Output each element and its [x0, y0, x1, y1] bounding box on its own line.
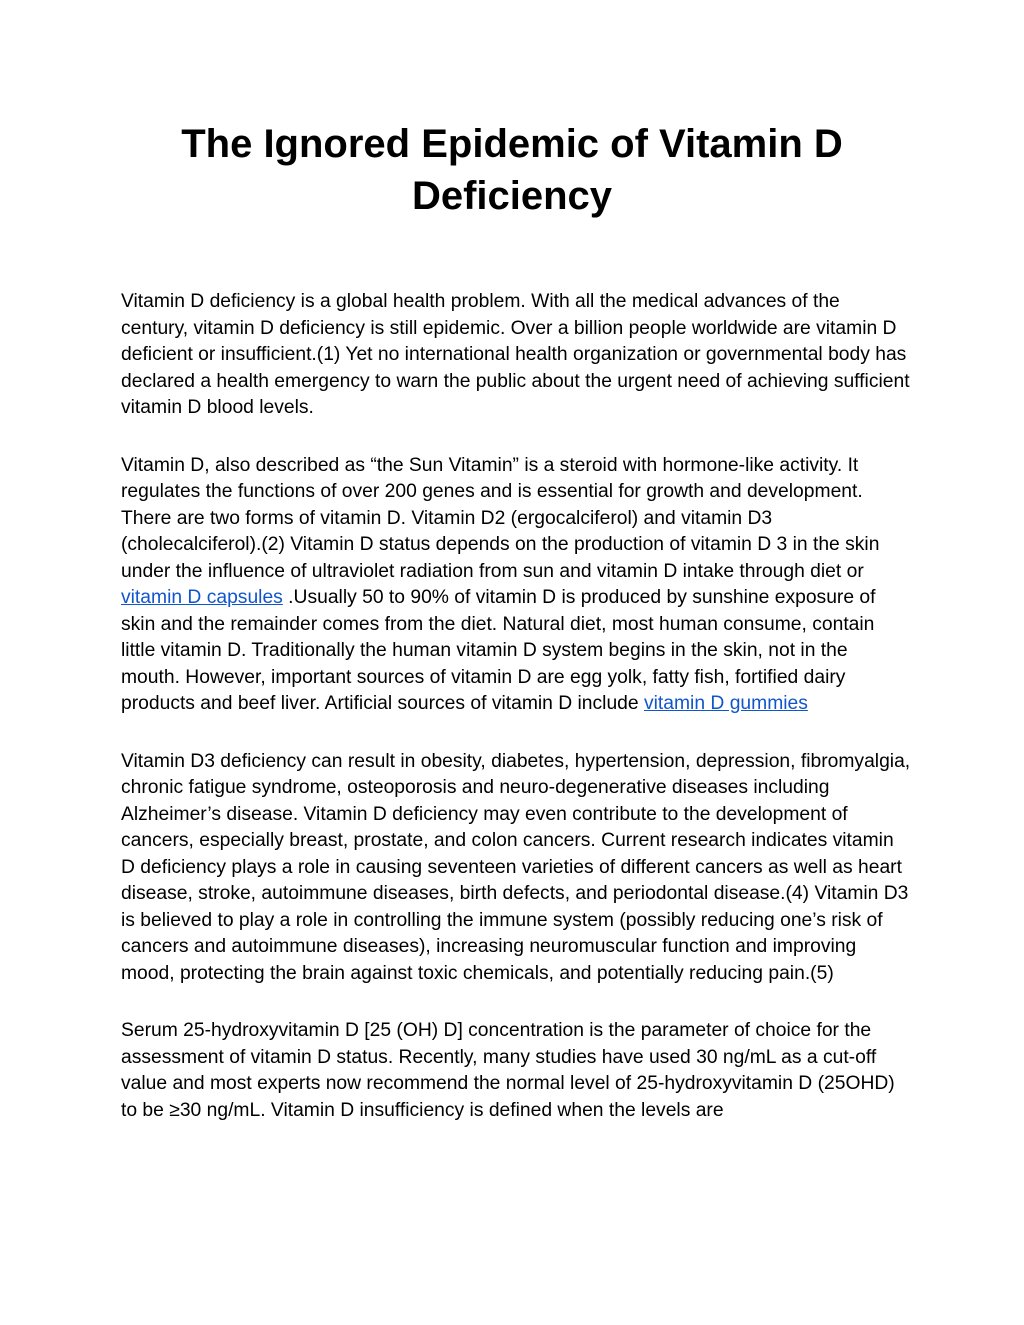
- paragraph-1: Vitamin D deficiency is a global health problem. With all the medical advances of the century, vitamin D deficiency is still epidemic. Over a billion people worldwide are vitamin D deficient or insufficient.(1) Yet no international health organization or governmental body has declared a health emergency to warn the public about the urgent need of achieving sufficient vitamin D blood levels.: [121, 291, 910, 418]
- paragraph-2-text-a: Vitamin D, also described as “the Sun Vitamin” is a steroid with hormone-like activity. It regulates the functions of over 200 genes and is essential for growth and development. There are two forms of vitamin D. Vitamin D2 (ergocalciferol) and vitamin D3 (cholecalciferol).(2) Vitamin D status depends on the production of vitamin D 3 in the skin under the influence of ultraviolet radiation from sun and vitamin D intake through diet or: [121, 454, 880, 582]
- paragraph-2: [121, 453, 911, 718]
- paragraph-4: Serum 25-hydroxyvitamin D [25 (OH) D] concentration is the parameter of choice for the assessment of vitamin D status. Recently, many studies have used 30 ng/mL as a cut-off value and most experts now recommend the normal level of 25-hydroxyvitamin D (25OHD) to be ≥30 ng/mL. Vitamin D insufficiency is defined when the levels are: [121, 1020, 895, 1121]
- paragraph-2-text-b: .Usually 50 to 90% of vitamin D is produced by sunshine exposure of skin and the remainder comes from the diet. Natural diet, most human consume, contain little vitamin D. Traditionally the human vitamin D system begins in the skin, not in the mouth. However, important sources of vitamin D are egg yolk, fatty fish, fortified dairy products and beef liver. Artificial sources of vitamin D include: [121, 587, 876, 714]
- vitamin-d-gummies-link[interactable]: vitamin D gummies: [643, 693, 808, 714]
- page-title: The Ignored Epidemic of Vitamin D Deficiency: [181, 122, 843, 218]
- vitamin-d-capsules-link[interactable]: vitamin D capsules: [121, 587, 283, 608]
- document-body: [121, 289, 911, 1155]
- paragraph-3: Vitamin D3 deficiency can result in obesity, diabetes, hypertension, depression, fibromyalgia, chronic fatigue syndrome, osteoporosis and neuro-degenerative diseases including Alzheimer’s disease. Vitamin D deficiency may even contribute to the development of cancers, especially breast, prostate, and colon cancers. Current research indicates vitamin D deficiency plays a role in causing seventeen varieties of different cancers as well as heart disease, stroke, autoimmune diseases, birth defects, and periodontal disease.(4) Vitamin D3 is believed to play a role in controlling the immune system (possibly reducing one’s risk of cancers and autoimmune diseases), increasing neuromuscular function and improving mood, protecting the brain against toxic chemicals, and potentially reducing pain.(5): [121, 750, 911, 984]
